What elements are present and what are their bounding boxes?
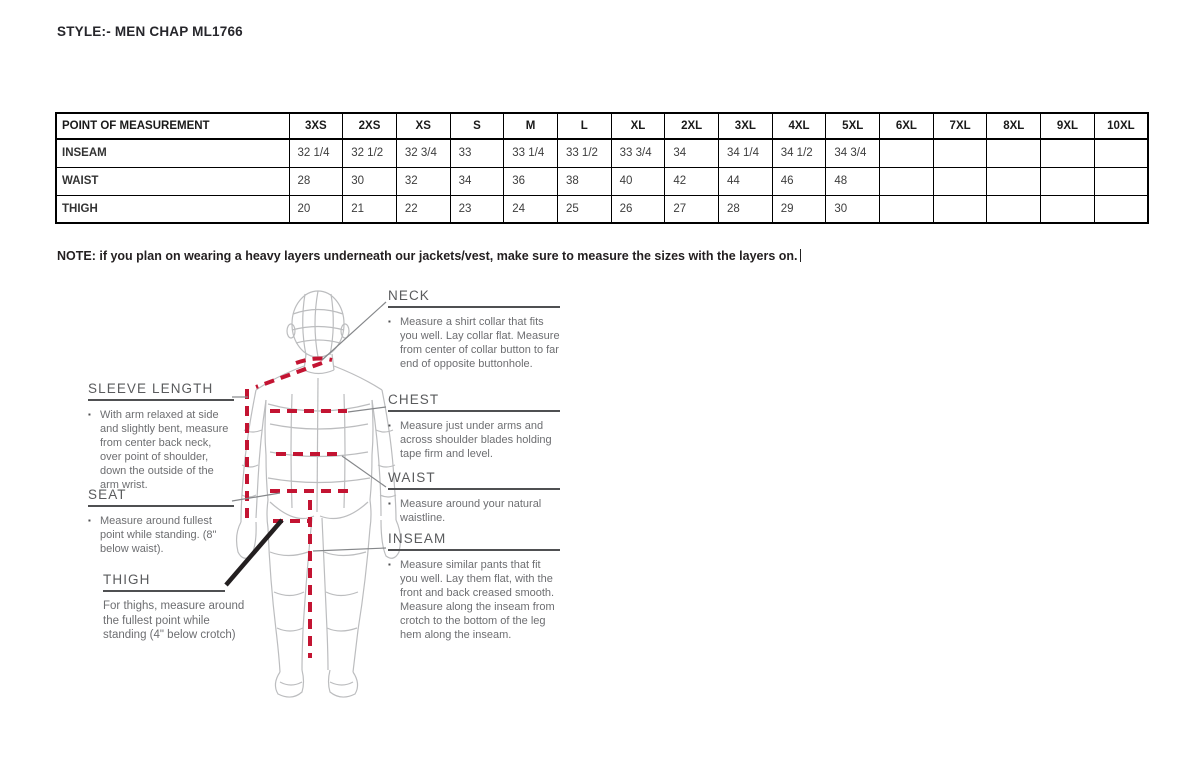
table-cell	[933, 167, 987, 195]
column-header-size: L	[557, 113, 611, 139]
guide-neck-text: Measure a shirt collar that fits you well. Lay collar flat. Measure from center of collar button to far end of opposite buttonhole.	[400, 316, 560, 371]
table-cell: 32 1/2	[343, 139, 397, 167]
table-cell: 32 3/4	[396, 139, 450, 167]
text-cursor	[800, 249, 801, 262]
column-header-size: 9XL	[1041, 113, 1095, 139]
table-cell: 26	[611, 195, 665, 223]
guide-thigh-title: THIGH	[103, 572, 225, 592]
column-header-size: S	[450, 113, 504, 139]
bullet-icon: ▪	[88, 516, 91, 525]
guide-inseam-text: Measure similar pants that fit you well. Lay them flat, with the front and back creased smooth. Measure along the inseam from crotch to the bottom of the leg hem along the inseam.	[400, 559, 555, 642]
guide-sleeve-length-text: With arm relaxed at side and slightly bent, measure from center back neck, over point of shoulder, down the outside of the arm wrist.	[100, 409, 229, 492]
neck-connector-line	[322, 302, 386, 360]
table-cell: 42	[665, 167, 719, 195]
bullet-icon: ▪	[388, 560, 391, 569]
guide-sleeve-length-title: SLEEVE LENGTH	[88, 381, 234, 401]
column-header-size: 4XL	[772, 113, 826, 139]
row-label: WAIST	[56, 167, 289, 195]
table-cell: 48	[826, 167, 880, 195]
table-cell: 30	[343, 167, 397, 195]
table-cell: 34 1/4	[719, 139, 773, 167]
table-cell: 33 1/4	[504, 139, 558, 167]
table-header-row	[56, 113, 1148, 139]
table-cell: 34	[665, 139, 719, 167]
column-header-size: 3XS	[289, 113, 343, 139]
table-cell	[933, 139, 987, 167]
size-table	[55, 112, 1149, 224]
guide-chest-text: Measure just under arms and across shoulder blades holding tape firm and level.	[400, 420, 552, 461]
table-cell	[1094, 167, 1148, 195]
table-cell: 29	[772, 195, 826, 223]
guide-neck	[388, 288, 560, 371]
column-header-size: XS	[396, 113, 450, 139]
table-cell: 38	[557, 167, 611, 195]
table-cell: 33 1/2	[557, 139, 611, 167]
size-table-header	[56, 113, 1148, 139]
column-header-size: 5XL	[826, 113, 880, 139]
guide-thigh-text: For thighs, measure around the fullest point while standing (4" below crotch)	[103, 600, 245, 642]
table-cell: 28	[289, 167, 343, 195]
table-cell: 23	[450, 195, 504, 223]
table-cell: 40	[611, 167, 665, 195]
column-header-size: 8XL	[987, 113, 1041, 139]
guide-seat-title: SEAT	[88, 487, 234, 507]
column-header-size: XL	[611, 113, 665, 139]
table-cell: 34 1/2	[772, 139, 826, 167]
waist-connector-line	[342, 456, 386, 487]
note-text	[57, 249, 801, 263]
table-cell: 34 3/4	[826, 139, 880, 167]
row-label: THIGH	[56, 195, 289, 223]
table-cell: 33	[450, 139, 504, 167]
table-cell	[880, 167, 934, 195]
size-table-body	[56, 139, 1148, 223]
table-row	[56, 195, 1148, 223]
thigh-pointer-line	[226, 520, 282, 585]
table-cell: 25	[557, 195, 611, 223]
table-row	[56, 167, 1148, 195]
table-cell	[987, 139, 1041, 167]
table-cell: 44	[719, 167, 773, 195]
body-wireframe	[237, 291, 401, 697]
page-title: STYLE:- MEN CHAP ML1766	[57, 24, 243, 39]
guide-chest	[388, 392, 560, 461]
bullet-icon: ▪	[388, 421, 391, 430]
table-cell	[1041, 195, 1095, 223]
guide-inseam	[388, 531, 560, 642]
table-cell: 34	[450, 167, 504, 195]
table-cell: 27	[665, 195, 719, 223]
guide-waist	[388, 470, 560, 525]
note-text-content: NOTE: if you plan on wearing a heavy layers underneath our jackets/vest, make sure to measure the sizes with the layers on.	[57, 249, 798, 263]
collar-measure-line	[296, 359, 332, 363]
table-row	[56, 139, 1148, 167]
label-connectors	[232, 302, 386, 551]
column-header-size: 3XL	[719, 113, 773, 139]
column-header-size: 2XL	[665, 113, 719, 139]
table-cell	[1094, 139, 1148, 167]
column-header-size: 2XS	[343, 113, 397, 139]
guide-sleeve-length	[88, 381, 234, 492]
table-cell: 28	[719, 195, 773, 223]
table-cell: 22	[396, 195, 450, 223]
column-header-size: 10XL	[1094, 113, 1148, 139]
table-cell: 32	[396, 167, 450, 195]
table-cell	[987, 195, 1041, 223]
guide-waist-title: WAIST	[388, 470, 560, 490]
table-cell: 46	[772, 167, 826, 195]
table-cell	[933, 195, 987, 223]
column-header-size: M	[504, 113, 558, 139]
table-cell: 33 3/4	[611, 139, 665, 167]
table-cell	[880, 195, 934, 223]
guide-thigh	[103, 572, 245, 643]
table-cell	[1094, 195, 1148, 223]
seat-connector-line	[232, 493, 280, 501]
table-cell: 20	[289, 195, 343, 223]
column-header-point-of-measurement: POINT OF MEASUREMENT	[56, 113, 289, 139]
table-cell	[880, 139, 934, 167]
guide-inseam-title: INSEAM	[388, 531, 560, 551]
row-label: INSEAM	[56, 139, 289, 167]
bullet-icon: ▪	[88, 410, 91, 419]
table-cell: 36	[504, 167, 558, 195]
guide-waist-text: Measure around your natural waistline.	[400, 498, 542, 525]
table-cell: 21	[343, 195, 397, 223]
guide-seat	[88, 487, 234, 556]
table-cell	[987, 167, 1041, 195]
guide-chest-title: CHEST	[388, 392, 560, 412]
bullet-icon: ▪	[388, 499, 391, 508]
column-header-size: 6XL	[880, 113, 934, 139]
inseam-connector-line	[313, 548, 386, 551]
bullet-icon: ▪	[388, 317, 391, 326]
column-header-size: 7XL	[933, 113, 987, 139]
guide-seat-text: Measure around fullest point while standing. (8" below waist).	[100, 515, 217, 556]
table-cell	[1041, 167, 1095, 195]
sleeve-diagonal-measure-line	[256, 363, 322, 387]
table-cell: 30	[826, 195, 880, 223]
table-cell: 32 1/4	[289, 139, 343, 167]
guide-neck-title: NECK	[388, 288, 560, 308]
table-cell: 24	[504, 195, 558, 223]
measurement-lines	[247, 359, 350, 658]
chest-connector-line	[348, 407, 386, 412]
table-cell	[1041, 139, 1095, 167]
